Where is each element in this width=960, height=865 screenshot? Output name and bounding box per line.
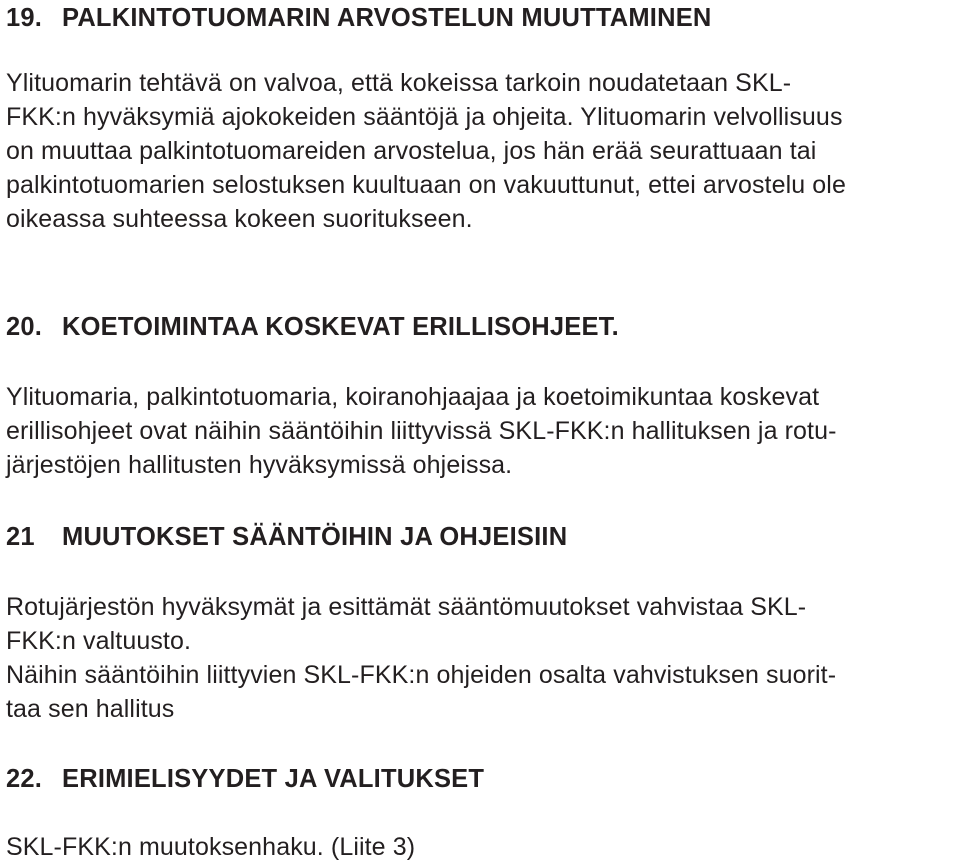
body-line: Ylituomaria, palkintotuomaria, koiranohjaajaa ja koetoimikuntaa koskevat [6, 383, 820, 411]
section-title: KOETOIMINTAA KOSKEVAT ERILLISOHJEET. [62, 313, 619, 341]
body-line: palkintotuomarien selostuksen kuultuaan on vakuuttunut, ettei arvostelu ole [6, 171, 846, 199]
section-22-body [6, 830, 415, 864]
section-20-body [6, 380, 837, 482]
body-line: oikeassa suhteessa kokeen suoritukseen. [6, 205, 473, 233]
section-number: 21 [6, 523, 35, 551]
body-line: Rotujärjestön hyväksymät ja esittämät sääntömuutokset vahvistaa SKL- [6, 593, 807, 621]
body-line: FKK:n valtuusto. [6, 627, 192, 655]
section-19-body [6, 66, 846, 236]
section-number: 22. [6, 765, 43, 793]
body-line: erillisohjeet ovat näihin sääntöihin liittyvissä SKL-FKK:n hallituksen ja rotu- [6, 417, 837, 445]
body-line: Ylituomarin tehtävä on valvoa, että kokeissa tarkoin noudatetaan SKL- [6, 69, 792, 97]
section-title: PALKINTOTUOMARIN ARVOSTELUN MUUTTAMINEN [62, 4, 712, 32]
body-line: on muuttaa palkintotuomareiden arvostelua, jos hän erää seurattuaan tai [6, 137, 817, 165]
section-19-heading [6, 1, 712, 35]
body-line: FKK:n hyväksymiä ajokokeiden sääntöjä ja ohjeita. Ylituomarin velvollisuus [6, 103, 843, 131]
body-line: Näihin sääntöihin liittyvien SKL-FKK:n ohjeiden osalta vahvistuksen suorit- [6, 661, 837, 689]
section-number: 20. [6, 313, 43, 341]
section-title: ERIMIELISYYDET JA VALITUKSET [62, 765, 485, 793]
section-22-heading [6, 762, 484, 796]
section-20-heading [6, 310, 619, 344]
section-number: 19. [6, 4, 43, 32]
section-21-heading [6, 520, 567, 554]
body-line: järjestöjen hallitusten hyväksymissä ohjeissa. [6, 451, 513, 479]
section-21-body [6, 590, 836, 726]
section-title: MUUTOKSET SÄÄNTÖIHIN JA OHJEISIIN [62, 523, 568, 551]
body-line: taa sen hallitus [6, 695, 175, 723]
body-line: SKL-FKK:n muutoksenhaku. (Liite 3) [6, 833, 416, 861]
